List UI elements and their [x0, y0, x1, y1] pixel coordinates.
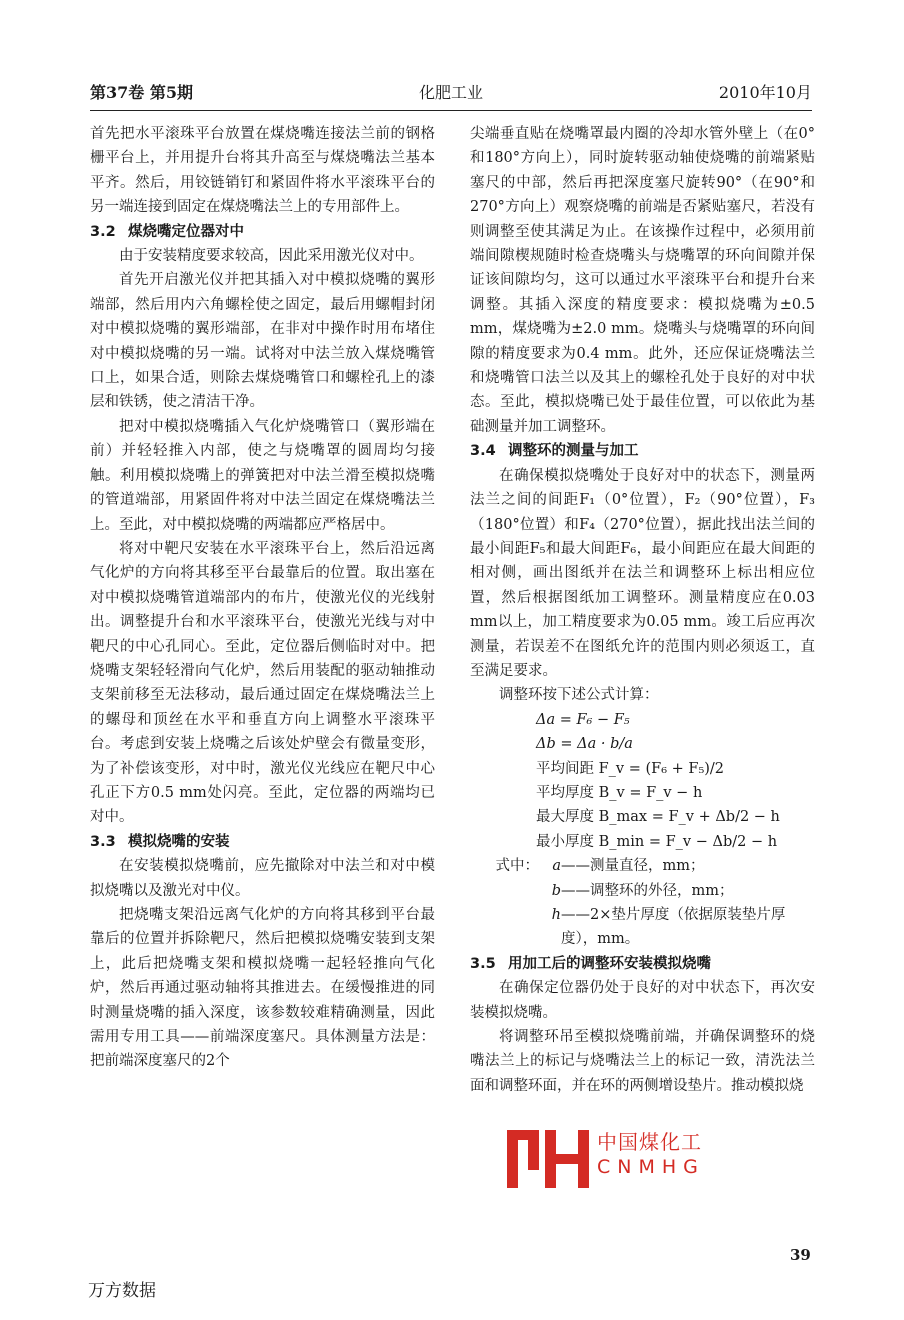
running-header	[90, 80, 812, 106]
legend-lead: 式中：	[495, 858, 539, 875]
volume-issue: 第37卷 第5期	[90, 83, 193, 102]
footer-brand: 万方数据	[88, 1281, 156, 1301]
section-heading-3-2	[90, 220, 435, 244]
right-column	[470, 122, 815, 1098]
paragraph: 把烧嘴支架沿远离气化炉的方向将其移到平台最靠后的位置并拆除靶尺，然后把模拟烧嘴安装到支架上，此后把烧嘴支架和模拟烧嘴一起轻轻推向气化炉，然后再通过驱动轴将其推进去。在缓慢推进的同时测量烧嘴的插入深度，该参数较难精确测量，因此需用专用工具——前端深度塞尺。具体测量方法是：把前端深度塞尺的2个	[90, 907, 435, 1070]
section-heading-3-3	[90, 830, 435, 854]
formula: 平均间距 F_v = (F₆ + F₅)/2	[536, 760, 725, 777]
paragraph: 在确保定位器仍处于良好的对中状态下，再次安装模拟烧嘴。	[470, 980, 815, 1021]
legend-variable: b	[551, 882, 561, 899]
legend-variable: h	[551, 907, 561, 923]
section-number: 3.2	[90, 223, 116, 240]
legend-text: ——2×垫片厚度（依据原装垫片厚度），mm。	[561, 907, 786, 948]
paragraph: 调整环按下述公式计算：	[499, 687, 659, 704]
legend-text: ——测量直径，mm；	[561, 858, 705, 875]
legend-text: ——调整环的外径，mm；	[561, 882, 734, 899]
watermark-en-text: CNMHG	[597, 1156, 705, 1178]
section-heading-3-4	[470, 439, 815, 463]
paragraph: 将调整环吊至模拟烧嘴前端，并确保调整环的烧嘴法兰上的标记与烧嘴法兰上的标记一致，清洗法兰面和调整环面，并在环的两侧增设垫片。推动模拟烧	[470, 1029, 815, 1094]
formula: Δb = Δa · b/a	[536, 736, 633, 753]
paragraph: 由于安装精度要求较高，因此采用激光仪对中。	[119, 248, 424, 265]
journal-name: 化肥工业	[418, 83, 483, 102]
legend-row	[470, 854, 815, 878]
variable-legend	[470, 854, 815, 952]
watermark-cn-text: 中国煤化工	[597, 1130, 702, 1154]
formula: 最大厚度 B_max = F_v + Δb/2 − h	[536, 809, 780, 826]
section-title: 煤烧嘴定位器对中	[128, 223, 244, 240]
cnmhg-logo-icon	[505, 1126, 591, 1190]
legend-lead	[470, 903, 539, 952]
page-number: 39	[790, 1246, 811, 1264]
cnmhg-watermark	[505, 1124, 755, 1194]
paragraph: 把对中模拟烧嘴插入气化炉烧嘴管口（翼形端在前）并轻轻推入内部，使之与烧嘴罩的圆周均匀接触。利用模拟烧嘴上的弹簧把对中法兰滑至模拟烧嘴的管道端部，用紧固件将对中法兰固定在煤烧嘴法兰上。至此，对中模拟烧嘴的两端都应严格居中。	[90, 418, 435, 533]
paragraph: 在确保模拟烧嘴处于良好对中的状态下，测量两法兰之间的间距F₁（0°位置），F₂（90°位置），F₃（180°位置）和F₄（270°位置），据此找出法兰间的最小间距F₅和最大间距F₆，最小间距应在最大间距的相对侧，画出图纸并在法兰和调整环上标出相应位置，然后根据图纸加工调整环。测量精度应在0.03 mm以上，加工精度要求为0.05 mm。竣工后应再次测量，若误差不在图纸允许的范围内则必须返工，直至满足要求。	[470, 467, 815, 679]
section-heading-3-5	[470, 952, 815, 976]
paragraph: 将对中靶尺安装在水平滚珠平台上，然后沿远离气化炉的方向将其移至平台最靠后的位置。取出塞在对中模拟烧嘴管道端部内的布片，使激光仪的光线射出。调整提升台和水平滚珠平台，使激光光线与对中靶尺的中心孔同心。至此，定位器后侧临时对中。把烧嘴支架轻轻滑向气化炉，然后用装配的驱动轴推动支架前移至无法移动，最后通过固定在煤烧嘴法兰上的螺母和顶丝在水平和垂直方向上调整水平滚珠平台。考虑到安装上烧嘴之后该处炉壁会有微量变形，为了补偿该变形，对中时，激光仪光线应在靶尺中心孔正下方0.5 mm处闪亮。至此，定位器的两端均已对中。	[90, 540, 435, 826]
paragraph: 在安装模拟烧嘴前，应先撤除对中法兰和对中模拟烧嘴以及激光对中仪。	[90, 858, 435, 899]
section-number: 3.3	[90, 833, 116, 850]
section-title: 用加工后的调整环安装模拟烧嘴	[508, 955, 711, 972]
legend-row	[470, 879, 815, 903]
header-divider	[90, 110, 812, 111]
left-column	[90, 122, 435, 1074]
legend-variable: a	[552, 858, 561, 875]
paragraph: 尖端垂直贴在烧嘴罩最内圈的冷却水管外壁上（在0°和180°方向上），同时旋转驱动轴使烧嘴的前端紧贴塞尺的中部，然后再把深度塞尺旋转90°（在90°和270°方向上）观察烧嘴的前端是否紧贴塞尺，若没有则调整至使其满足为止。在该操作过程中，必须用前端间隙楔规随时检查烧嘴头与烧嘴罩的环向间隙并保证该间隙均匀，这可以通过水平滚珠平台和提升台来调整。其插入深度的精度要求：模拟烧嘴为±0.5 mm，煤烧嘴为±2.0 mm。烧嘴头与烧嘴罩的环向间隙的精度要求为0.4 mm。此外，还应保证烧嘴法兰和烧嘴管口法兰以及其上的螺栓孔处于良好的对中状态。至此，模拟烧嘴已处于最佳位置，可以依此为基础测量并加工调整环。	[470, 126, 815, 435]
section-title: 模拟烧嘴的安装	[128, 833, 230, 850]
legend-lead	[470, 879, 539, 903]
section-number: 3.4	[470, 443, 496, 460]
formula: 平均厚度 B_v = F_v − h	[536, 784, 703, 801]
formula: 最小厚度 B_min = F_v − Δb/2 − h	[536, 833, 778, 850]
paragraph: 首先把水平滚珠平台放置在煤烧嘴连接法兰前的钢格栅平台上，并用提升台将其升高至与煤烧嘴法兰基本平齐。然后，用铰链销钉和紧固件将水平滚珠平台的另一端连接到固定在煤烧嘴法兰上的专用部件上。	[90, 126, 435, 216]
paragraph: 首先开启激光仪并把其插入对中模拟烧嘴的翼形端部，然后用内六角螺栓使之固定，最后用螺帽封闭对中模拟烧嘴的翼形端部，在非对中操作时用布堵住对中模拟烧嘴的另一端。试将对中法兰放入煤烧嘴管口上，如果合适，则除去煤烧嘴管口和螺栓孔上的漆层和铁锈，使之清洁干净。	[90, 272, 435, 411]
legend-row	[470, 903, 815, 952]
section-number: 3.5	[470, 955, 496, 972]
issue-date: 2010年10月	[718, 83, 812, 102]
section-title: 调整环的测量与加工	[508, 443, 639, 460]
formula: Δa = F₆ − F₅	[536, 711, 630, 728]
